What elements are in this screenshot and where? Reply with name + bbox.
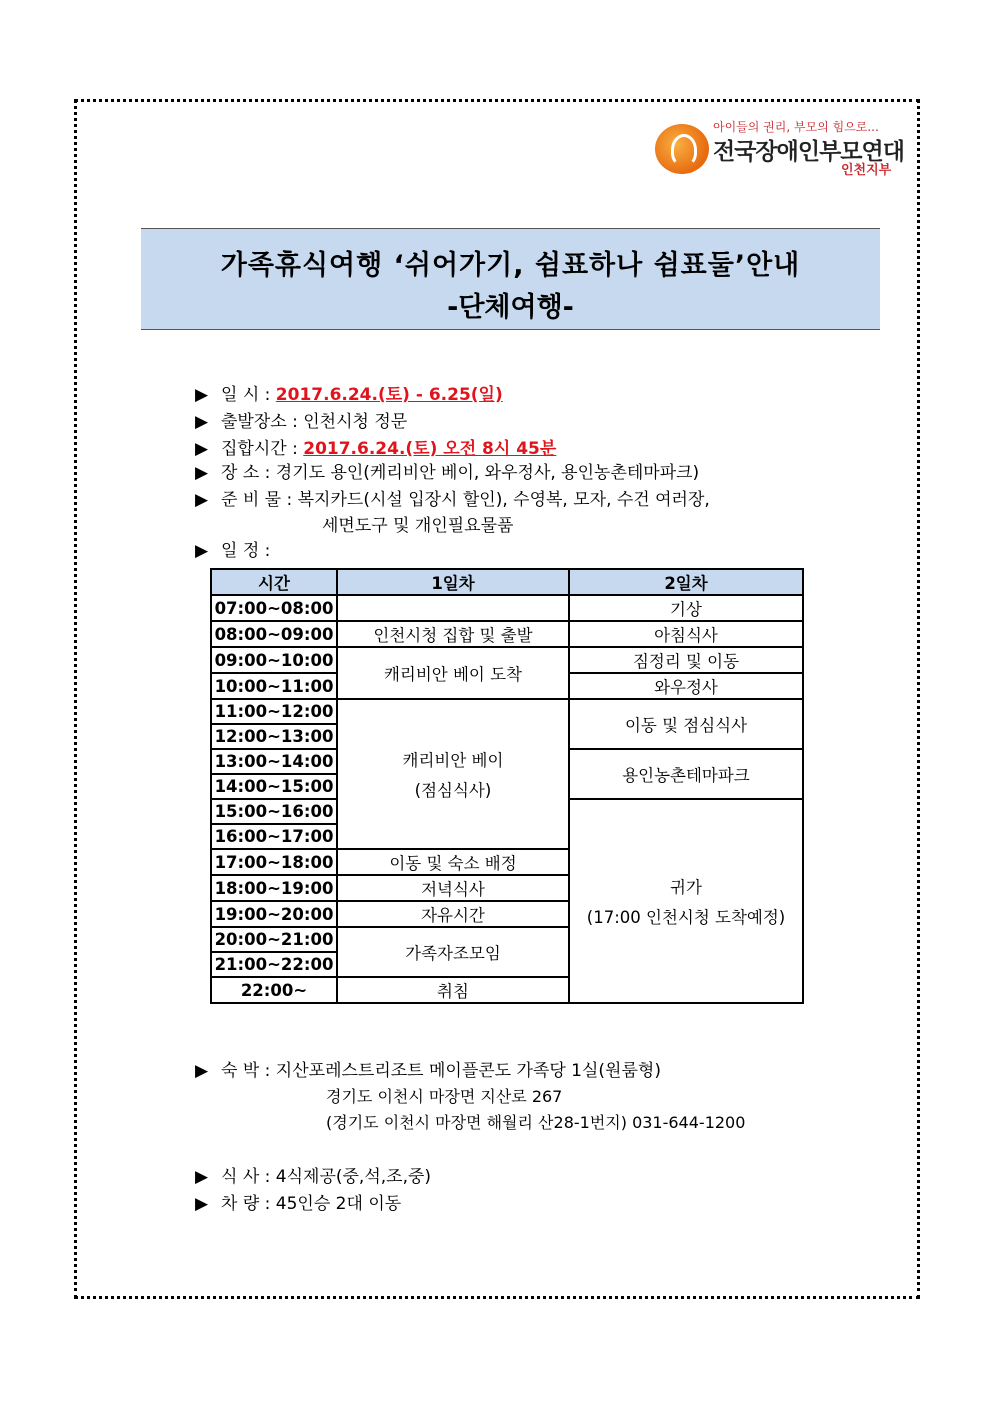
- place-label: 장 소 :: [221, 463, 271, 483]
- gather-label: 집합시간 :: [221, 439, 298, 459]
- meals-value: 4식제공(중,석,조,중): [275, 1167, 432, 1187]
- return-arrival-text: (17:00 인천시청 도착예정): [586, 908, 786, 927]
- logo-org-name: 전국장애인부모연대: [713, 139, 904, 165]
- day2-cell: 이동 및 점심식사: [569, 699, 803, 749]
- lodging-address: 경기도 이천시 마장면 지산로 267: [326, 1087, 563, 1106]
- day2-cell: 용인농촌테마파크: [569, 749, 803, 799]
- arrow-icon: ▶: [195, 412, 209, 432]
- table-header-row: [211, 569, 803, 595]
- arrow-icon: ▶: [195, 439, 209, 459]
- info-date: [195, 384, 503, 406]
- prep-value: 복지카드(시설 입장시 할인), 수영복, 모자, 수건 여러장,: [297, 490, 710, 510]
- time-cell: 20:00~21:00: [211, 927, 337, 952]
- day1-cell: 이동 및 숙소 배정: [337, 849, 569, 875]
- caribbean-text: 캐리비안 베이: [402, 751, 504, 770]
- return-text: 귀가: [670, 878, 702, 897]
- time-cell: 12:00~13:00: [211, 724, 337, 749]
- time-cell: 22:00~: [211, 977, 337, 1003]
- info-place: [195, 462, 699, 484]
- time-cell: 13:00~14:00: [211, 749, 337, 774]
- place-value: 경기도 용인(케리비안 베이, 와우정사, 용인농촌테마파크): [275, 463, 700, 483]
- prep-label: 준 비 물 :: [221, 490, 293, 510]
- arrow-icon: ▶: [195, 1194, 209, 1214]
- logo-emblem-icon: [655, 124, 709, 174]
- day2-cell: 기상: [569, 595, 803, 621]
- date-value: 2017.6.24.(토) - 6.25(일): [275, 385, 503, 405]
- caribbean-lunch-text: (점심식사): [414, 781, 492, 800]
- header-day1: 1일차: [337, 569, 569, 595]
- arrow-icon: ▶: [195, 490, 209, 510]
- date-label: 일 시 :: [221, 385, 271, 405]
- info-meals: [195, 1166, 431, 1188]
- table-row: [211, 621, 803, 647]
- time-cell: 14:00~15:00: [211, 774, 337, 799]
- departure-value: 인천시청 정문: [303, 412, 408, 432]
- schedule-table: [210, 568, 804, 1004]
- info-departure: [195, 411, 407, 433]
- time-cell: 07:00~08:00: [211, 595, 337, 621]
- table-row: [211, 699, 803, 724]
- vehicle-label: 차 량 :: [221, 1194, 271, 1214]
- time-cell: 21:00~22:00: [211, 952, 337, 977]
- day2-cell: 아침식사: [569, 621, 803, 647]
- time-cell: 10:00~11:00: [211, 673, 337, 699]
- arrow-icon: ▶: [195, 463, 209, 483]
- org-logo: [655, 118, 915, 180]
- day1-cell: 인천시청 집합 및 출발: [337, 621, 569, 647]
- day2-cell: [569, 799, 803, 1003]
- time-cell: 17:00~18:00: [211, 849, 337, 875]
- table-row: [211, 595, 803, 621]
- prep-value-2: 세면도구 및 개인필요물품: [322, 516, 514, 536]
- document-subtitle: -단체여행-: [447, 292, 574, 323]
- time-cell: 11:00~12:00: [211, 699, 337, 724]
- departure-label: 출발장소 :: [221, 412, 298, 432]
- arrow-icon: ▶: [195, 541, 209, 561]
- info-lodging: [195, 1060, 661, 1082]
- day1-cell: 캐리비안 베이 도착: [337, 647, 569, 699]
- day1-cell: [337, 595, 569, 621]
- document-title: 가족휴식여행 ‘쉬어가기, 쉼표하나 쉼표둘’안내: [220, 250, 801, 281]
- time-cell: 16:00~17:00: [211, 824, 337, 849]
- day1-cell: 취침: [337, 977, 569, 1003]
- day2-cell: 와우정사: [569, 673, 803, 699]
- arrow-icon: ▶: [195, 1167, 209, 1187]
- arrow-icon: ▶: [195, 385, 209, 405]
- time-cell: 18:00~19:00: [211, 875, 337, 901]
- arrow-icon: ▶: [195, 1061, 209, 1081]
- day2-cell: 짐정리 및 이동: [569, 647, 803, 673]
- lodging-label: 숙 박 :: [221, 1061, 271, 1081]
- header-time: 시간: [211, 569, 337, 595]
- title-box: [141, 228, 880, 330]
- time-cell: 09:00~10:00: [211, 647, 337, 673]
- lodging-value: 지산포레스트리조트 메이플콘도 가족당 1실(원룸형): [275, 1061, 661, 1081]
- lodging-address-old: (경기도 이천시 마장면 해월리 산28-1번지) 031-644-1200: [326, 1113, 746, 1132]
- time-cell: 15:00~16:00: [211, 799, 337, 824]
- info-prep: [195, 489, 710, 511]
- schedule-label: 일 정 :: [221, 541, 271, 561]
- info-schedule: [195, 540, 270, 562]
- vehicle-value: 45인승 2대 이동: [275, 1194, 402, 1214]
- info-gather: [195, 438, 556, 460]
- info-vehicle: [195, 1193, 401, 1215]
- logo-branch: 인천지부: [841, 163, 892, 178]
- day1-cell: 가족자조모임: [337, 927, 569, 977]
- meals-label: 식 사 :: [221, 1167, 271, 1187]
- logo-slogan: 아이들의 권리, 부모의 힘으로...: [713, 120, 879, 134]
- day1-cell: [337, 699, 569, 849]
- time-cell: 19:00~20:00: [211, 901, 337, 927]
- table-row: [211, 647, 803, 673]
- day1-cell: 저녁식사: [337, 875, 569, 901]
- time-cell: 08:00~09:00: [211, 621, 337, 647]
- day1-cell: 자유시간: [337, 901, 569, 927]
- gather-value: 2017.6.24.(토) 오전 8시 45분: [303, 439, 557, 459]
- header-day2: 2일차: [569, 569, 803, 595]
